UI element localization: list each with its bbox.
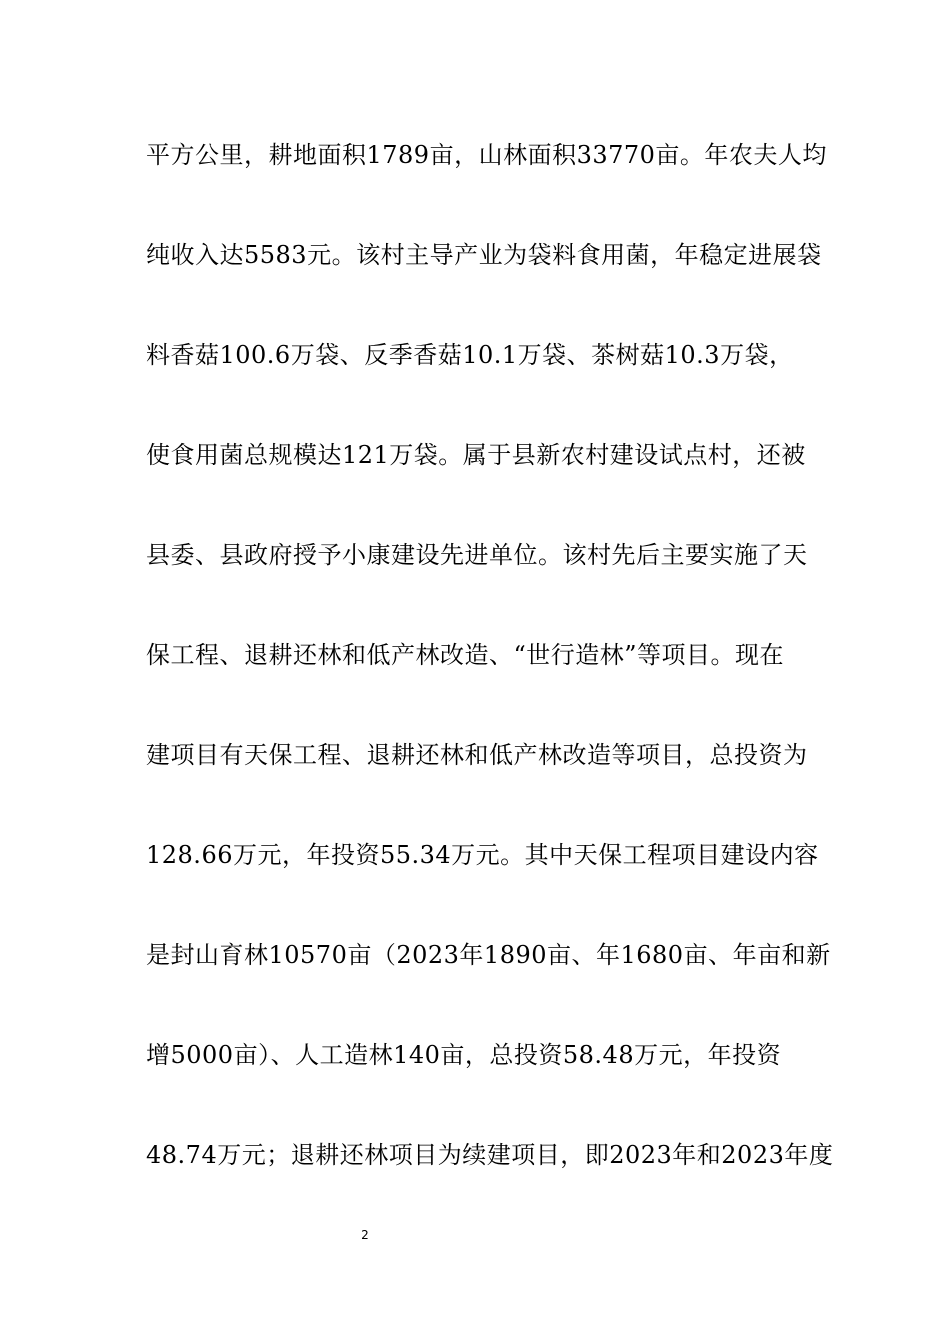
text-line: 增5000亩）、人工造林140亩，总投资58.48万元，年投资 <box>146 1041 782 1069</box>
text-line: 使食用菌总规模达121万袋。属于县新农村建设试点村，还被 <box>146 441 806 469</box>
text-line: 保工程、退耕还林和低产林改造、“世行造林”等项目。现在 <box>146 641 785 669</box>
text-line: 县委、县政府授予小康建设先进单位。该村先后主要实施了天 <box>146 541 808 569</box>
text-line: 是封山育林10570亩（2023年1890亩、年1680亩、年亩和新 <box>146 941 831 969</box>
text-line: 建项目有天保工程、退耕还林和低产林改造等项目，总投资为 <box>146 741 808 769</box>
page-number: 2 <box>361 1228 369 1242</box>
text-line: 平方公里，耕地面积1789亩，山林面积33770亩。年农夫人均 <box>146 141 827 169</box>
text-line: 128.66万元，年投资55.34万元。其中天保工程项目建设内容 <box>146 841 819 869</box>
text-line: 料香菇100.6万袋、反季香菇10.1万袋、茶树菇10.3万袋， <box>146 341 794 369</box>
text-line: 48.74万元；退耕还林项目为续建项目，即2023年和2023年度 <box>146 1141 834 1169</box>
text-line: 纯收入达5583元。该村主导产业为袋料食用菌，年稳定进展袋 <box>146 241 822 269</box>
body-text <box>146 128 834 1228</box>
